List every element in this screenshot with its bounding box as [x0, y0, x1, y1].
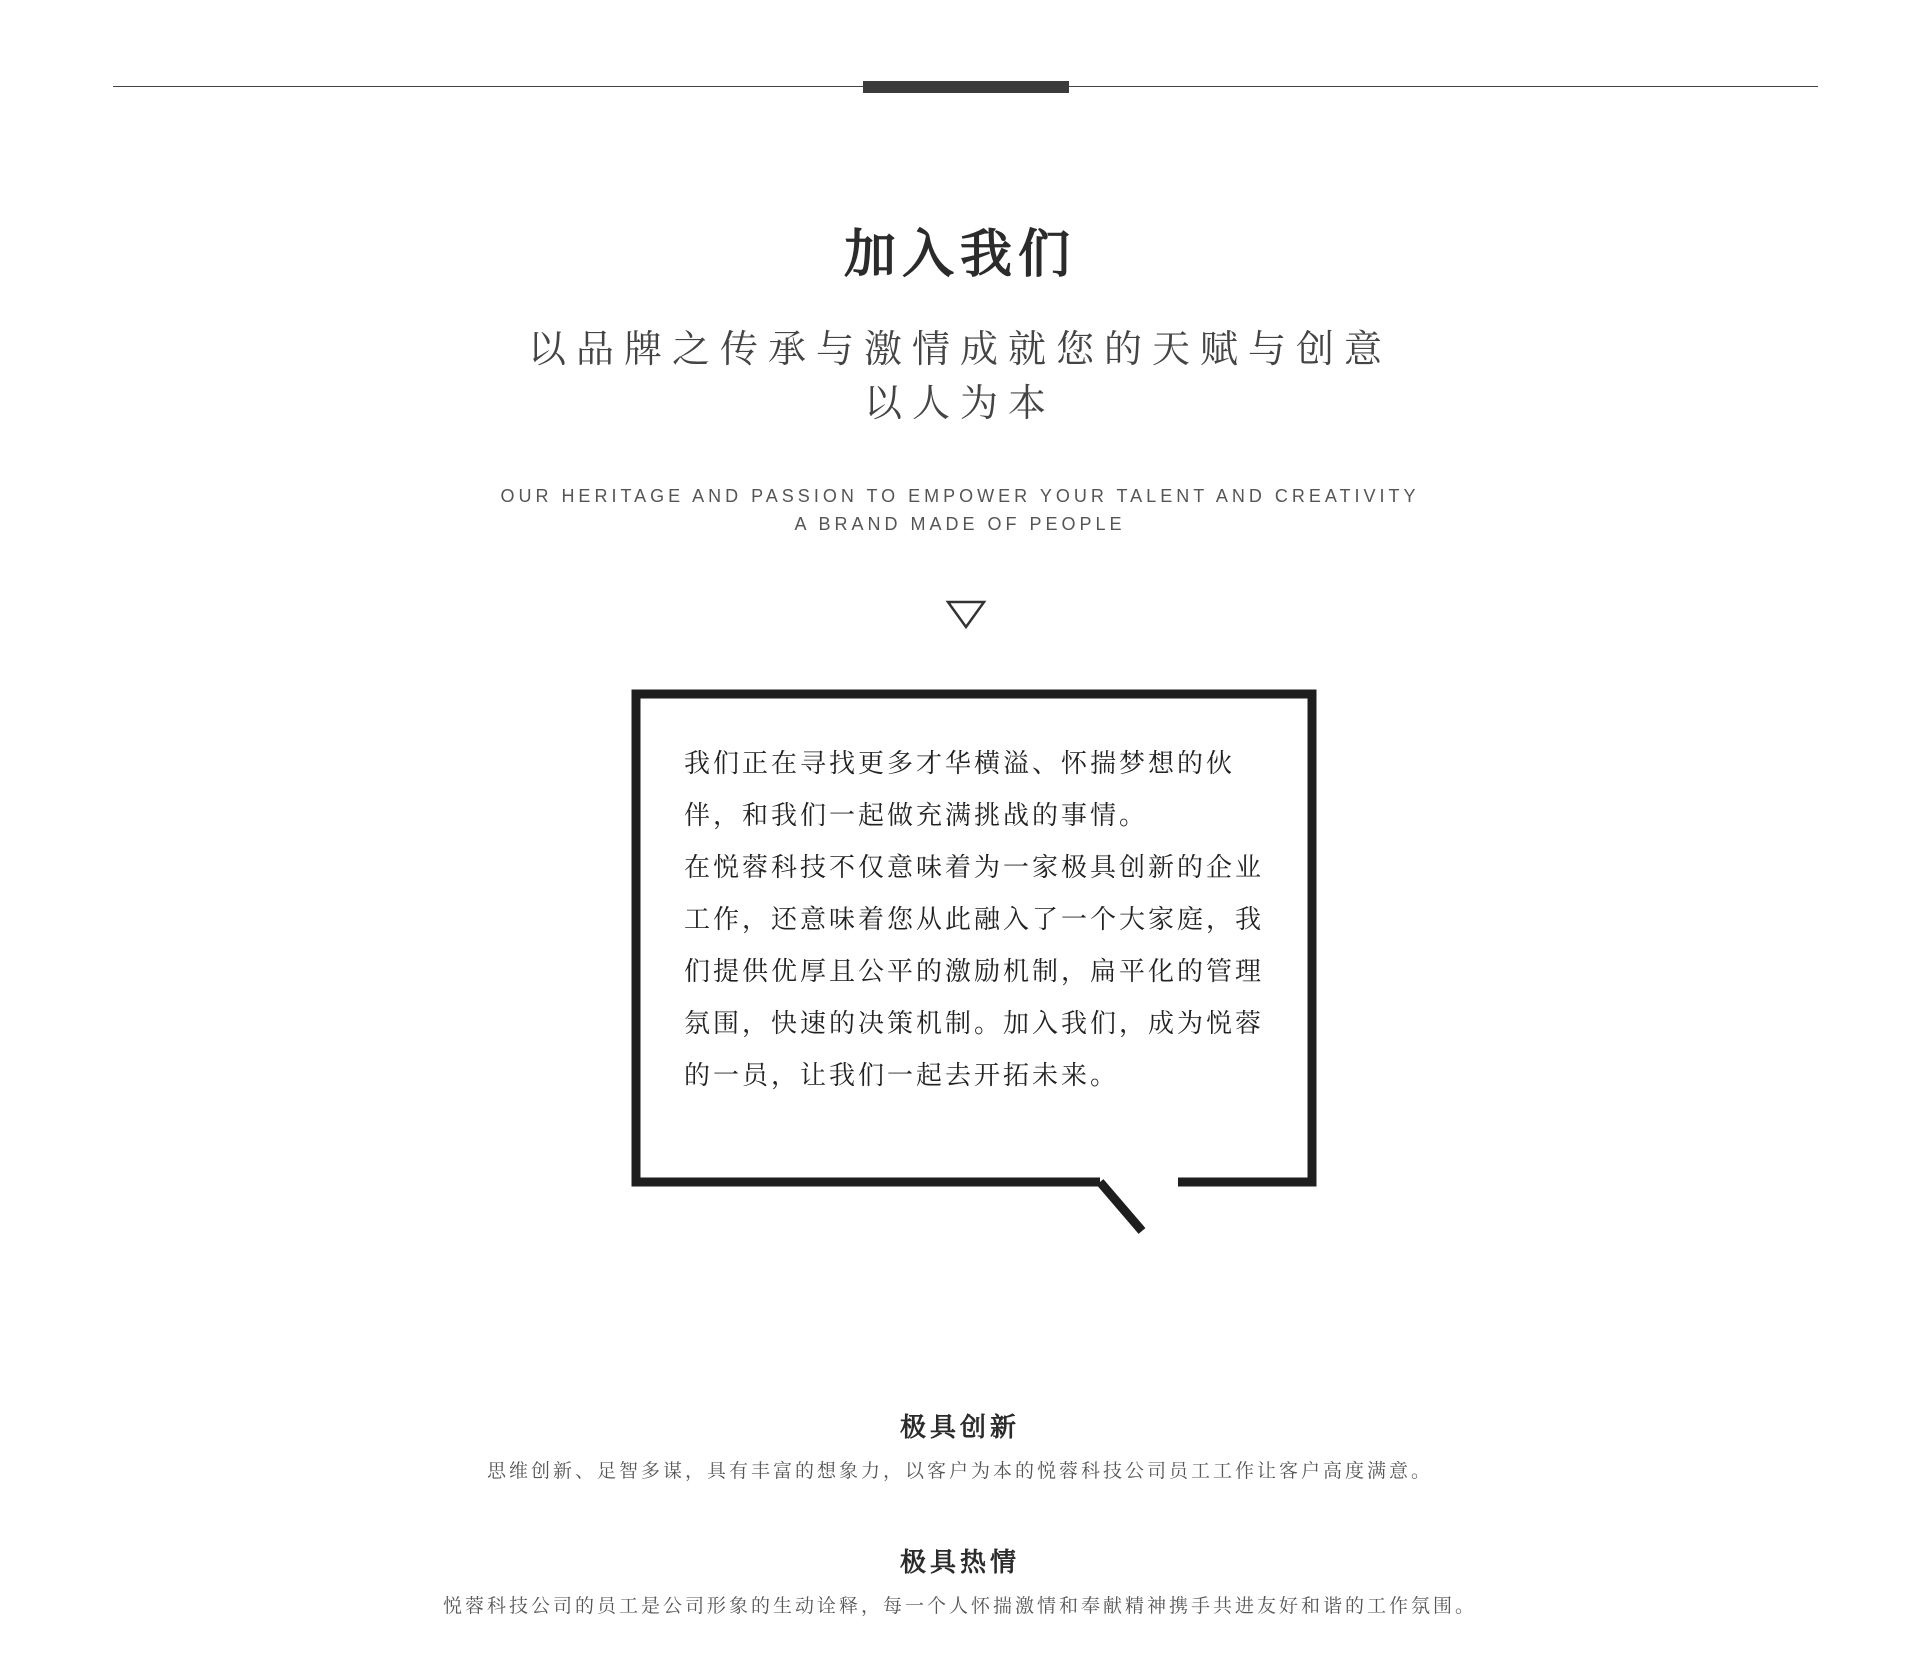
- page-title: 加入我们: [843, 225, 1076, 285]
- speech-bubble-box: [632, 690, 1316, 1236]
- speech-bubble-text: [684, 738, 1276, 1102]
- speech-paragraph-1: 我们正在寻找更多才华横溢、怀揣梦想的伙伴，和我们一起做充满挑战的事情。: [684, 749, 1236, 831]
- subtitle-line-1: 以品牌之传承与激情成就您的天赋与创意: [527, 327, 1392, 371]
- feature-desc-passion: 悦蓉科技公司的员工是公司形象的生动诠释，每一个人怀揣激情和奉献精神携手共进友好和谐的工作氛围。: [442, 1595, 1477, 1617]
- feature-desc-innovation: 思维创新、足智多谋，具有丰富的想象力，以客户为本的悦蓉科技公司员工工作让客户高度满意。: [486, 1460, 1433, 1482]
- feature-title-passion: 极具热情: [899, 1548, 1020, 1578]
- english-tagline-1: OUR HERITAGE AND PASSION TO EMPOWER YOUR TALENT AND CREATIVITY: [500, 486, 1420, 506]
- top-divider-accent: [863, 81, 1069, 93]
- down-triangle-icon: [944, 598, 988, 632]
- feature-title-innovation: 极具创新: [899, 1413, 1020, 1443]
- english-tagline-2: A BRAND MADE OF PEOPLE: [794, 514, 1126, 534]
- speech-paragraph-2: 在悦蓉科技不仅意味着为一家极具创新的企业工作，还意味着您从此融入了一个大家庭，我们提供优厚且公平的激励机制，扁平化的管理氛围，快速的决策机制。加入我们，成为悦蓉的一员，让我们一起去开拓未来。: [684, 853, 1265, 1091]
- subtitle-line-2: 以人为本: [863, 381, 1056, 425]
